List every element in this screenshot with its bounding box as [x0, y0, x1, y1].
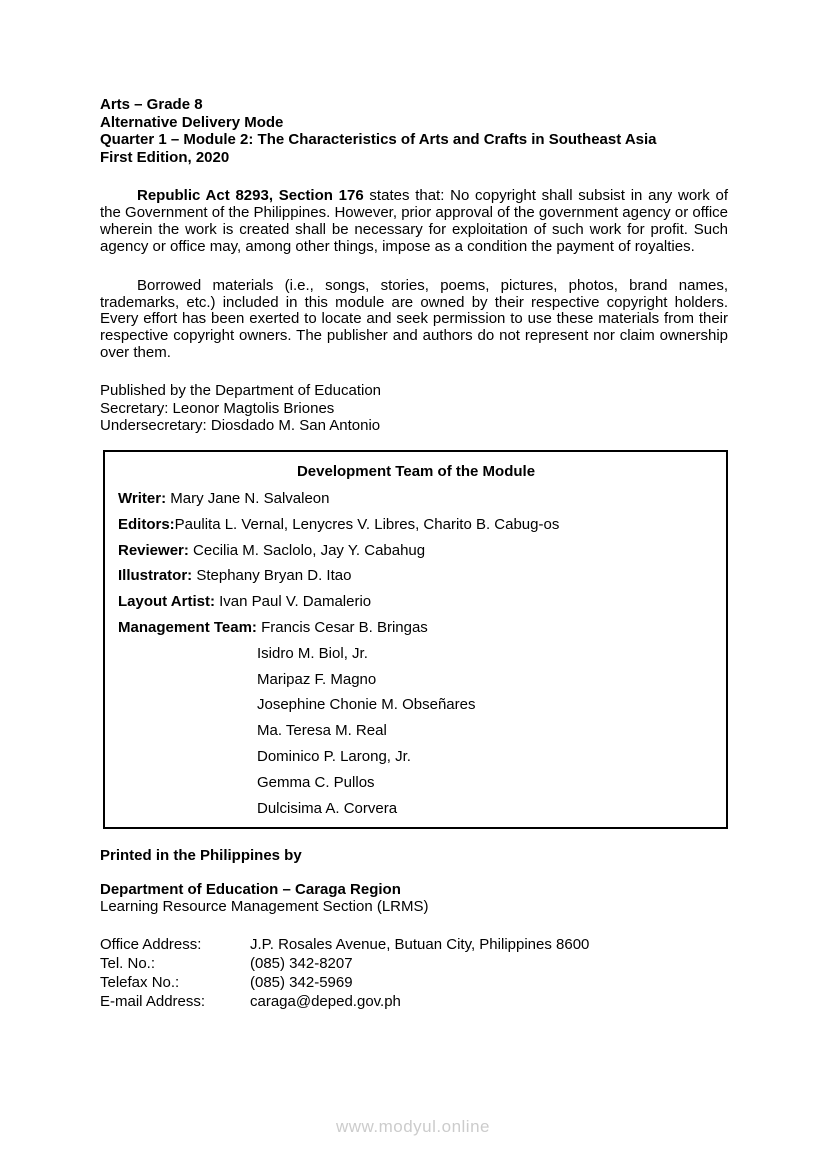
management-member: Josephine Chonie M. Obseñares	[257, 696, 476, 714]
document-page	[100, 96, 728, 1011]
management-member: Ma. Teresa M. Real	[257, 722, 387, 740]
borrowed-materials-paragraph: Borrowed materials (i.e., songs, stories, poems, pictures, photos, brand names, trademarks, etc.) included in this module are owned by their respective copyright holders. Every effort has been exerted to locate and seek permission to use these materials from their respective copyright owners. The publisher and authors do not represent nor claim ownership over them.	[100, 276, 728, 362]
development-team-box	[103, 450, 728, 829]
writer-value: Mary Jane N. Salvaleon	[166, 489, 330, 507]
header-edition-line: First Edition, 2020	[100, 148, 230, 166]
editors-label: Editors:	[118, 515, 175, 533]
module-header	[100, 96, 728, 166]
layout-artist-row	[118, 589, 714, 615]
layout-artist-label: Layout Artist:	[118, 593, 215, 611]
management-member: Dominico P. Larong, Jr.	[257, 747, 411, 765]
telefax-no-label: Telefax No.:	[100, 973, 180, 991]
office-address-row	[100, 935, 728, 954]
tel-no-row	[100, 954, 728, 973]
reviewer-label: Reviewer:	[118, 541, 189, 559]
undersecretary-line: Undersecretary: Diosdado M. San Antonio	[100, 417, 381, 435]
copyright-paragraph	[100, 188, 728, 256]
email-address-value: caraga@deped.gov.ph	[250, 992, 401, 1010]
publisher-name: Department of Education – Caraga Region	[100, 880, 401, 898]
telefax-no-row	[100, 973, 728, 992]
publication-credits	[100, 382, 728, 435]
tel-no-label: Tel. No.:	[100, 954, 156, 972]
email-address-label: E-mail Address:	[100, 992, 206, 1010]
header-module-title-line: Quarter 1 – Module 2: The Characteristics of Arts and Crafts in Southeast Asia	[100, 131, 657, 148]
illustrator-value: Stephany Bryan D. Itao	[192, 567, 352, 585]
editors-row	[118, 512, 714, 538]
secretary-line: Secretary: Leonor Magtolis Briones	[100, 399, 335, 417]
office-address-label: Office Address:	[100, 935, 202, 953]
copyright-statement: states that: No copyright shall subsist in any work of the Government of the Philippines. However, prior approval of the government agency or office wherein the work is created shall be necessary for exploitation of such work for profit. Such agency or office may, among other things, impose as a condition the payment of royalties.	[100, 187, 728, 255]
reviewer-value: Cecilia M. Saclolo, Jay Y. Cabahug	[188, 541, 426, 559]
management-team-label: Management Team:	[118, 618, 257, 636]
illustrator-label: Illustrator:	[118, 567, 193, 585]
telefax-no-value: (085) 342-5969	[250, 973, 353, 991]
header-delivery-mode-line: Alternative Delivery Mode	[100, 113, 284, 131]
site-watermark: www.modyul.online	[335, 1117, 490, 1136]
layout-artist-value: Ivan Paul V. Damalerio	[214, 593, 372, 611]
management-member: Dulcisima A. Corvera	[257, 799, 398, 817]
republic-act-reference: Republic Act 8293, Section 176	[137, 187, 364, 204]
reviewer-row	[118, 538, 714, 564]
writer-row	[118, 486, 714, 512]
publisher-block	[100, 881, 728, 916]
printed-in-line: Printed in the Philippines by	[100, 847, 302, 865]
tel-no-value: (085) 342-8207	[250, 954, 353, 972]
illustrator-row	[118, 563, 714, 589]
header-subject-line: Arts – Grade 8	[100, 96, 203, 113]
development-team-title: Development Team of the Module	[296, 462, 536, 480]
writer-label: Writer:	[118, 489, 167, 507]
office-address-value: J.P. Rosales Avenue, Butuan City, Philippines 8600	[250, 935, 590, 953]
publisher-section: Learning Resource Management Section (LRMS)	[100, 898, 429, 916]
email-address-row	[100, 992, 728, 1011]
contact-info	[100, 935, 728, 1011]
management-member: Maripaz F. Magno	[257, 670, 377, 688]
management-member: Gemma C. Pullos	[257, 773, 375, 791]
published-by-line: Published by the Department of Education	[100, 382, 382, 400]
management-team-row	[118, 615, 714, 641]
management-member: Isidro M. Biol, Jr.	[257, 644, 368, 662]
management-team-lead-value: Francis Cesar B. Bringas	[256, 618, 428, 636]
editors-value: Paulita L. Vernal, Lenycres V. Libres, Charito B. Cabug-os	[174, 515, 560, 533]
